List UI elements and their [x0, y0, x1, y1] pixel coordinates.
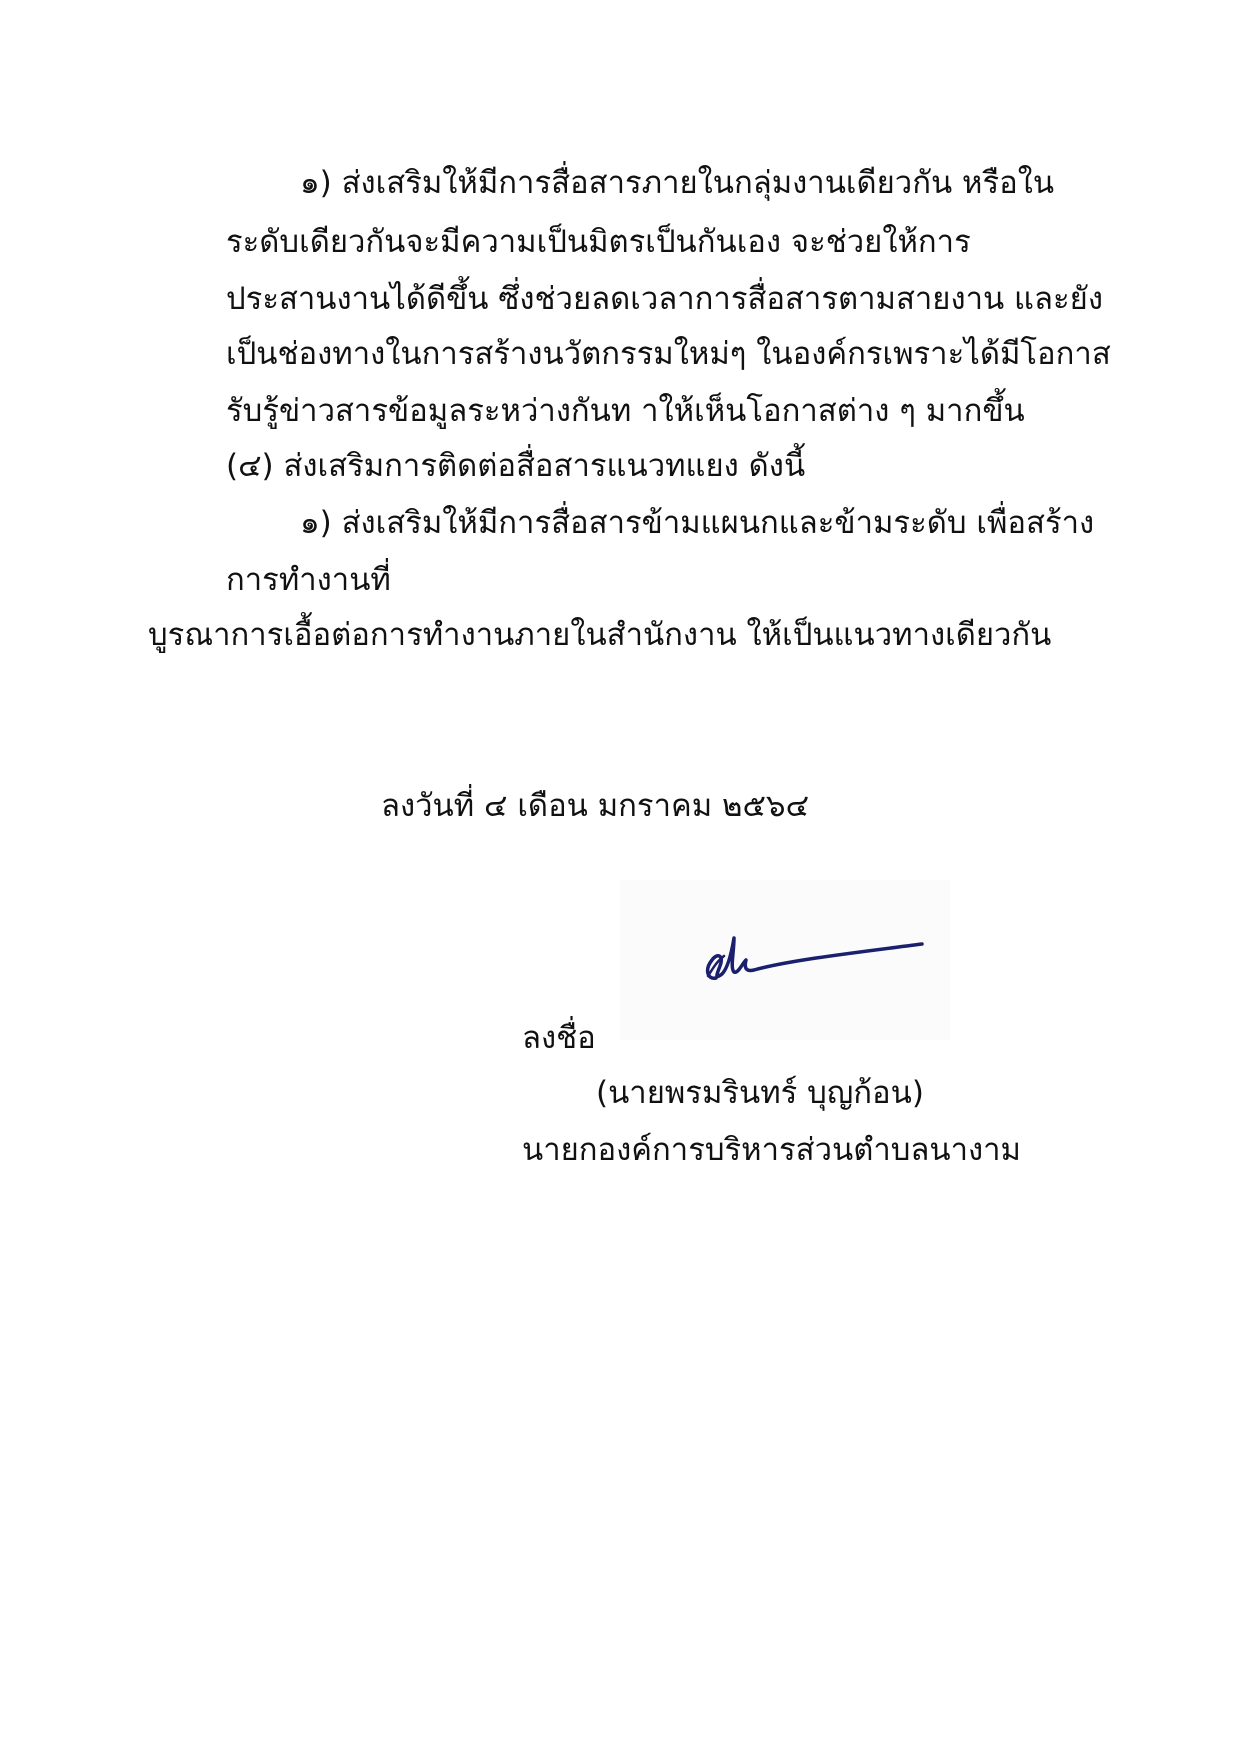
body-line: บูรณาการเอื้อต่อการทำงานภายในสำนักงาน ให้เป็นแนวทางเดียวกัน — [148, 617, 1052, 653]
date-line: ลงวันที่ ๔ เดือน มกราคม ๒๕๖๔ — [381, 788, 810, 824]
signature-label: ลงชื่อ — [522, 1020, 596, 1056]
body-line: ประสานงานได้ดีขึ้น ซึ่งช่วยลดเวลาการสื่อสารตามสายงาน และยัง — [226, 281, 1103, 317]
signer-title: นายกองค์การบริหารส่วนตำบลนางาม — [522, 1132, 1021, 1168]
body-line: (๔) ส่งเสริมการติดต่อสื่อสารแนวทแยง ดังนี้ — [226, 448, 806, 484]
body-line: เป็นช่องทางในการสร้างนวัตกรรมใหม่ๆ ในองค์กรเพราะได้มีโอกาส — [226, 336, 1111, 372]
handwritten-signature — [620, 880, 950, 1040]
body-line: ระดับเดียวกันจะมีความเป็นมิตรเป็นกันเอง จะช่วยให้การ — [226, 224, 971, 260]
body-line: รับรู้ข่าวสารข้อมูลระหว่างกันท าให้เห็นโอกาสต่าง ๆ มากขึ้น — [226, 393, 1025, 429]
signature-icon — [620, 880, 950, 1040]
body-line: ๑) ส่งเสริมให้มีการสื่อสารภายในกลุ่มงานเดียวกัน หรือใน — [300, 165, 1055, 201]
body-line: การทำงานที่ — [226, 562, 391, 598]
signer-name: (นายพรมรินทร์ บุญก้อน) — [596, 1075, 924, 1111]
body-line: ๑) ส่งเสริมให้มีการสื่อสารข้ามแผนกและข้ามระดับ เพื่อสร้าง — [300, 505, 1095, 541]
